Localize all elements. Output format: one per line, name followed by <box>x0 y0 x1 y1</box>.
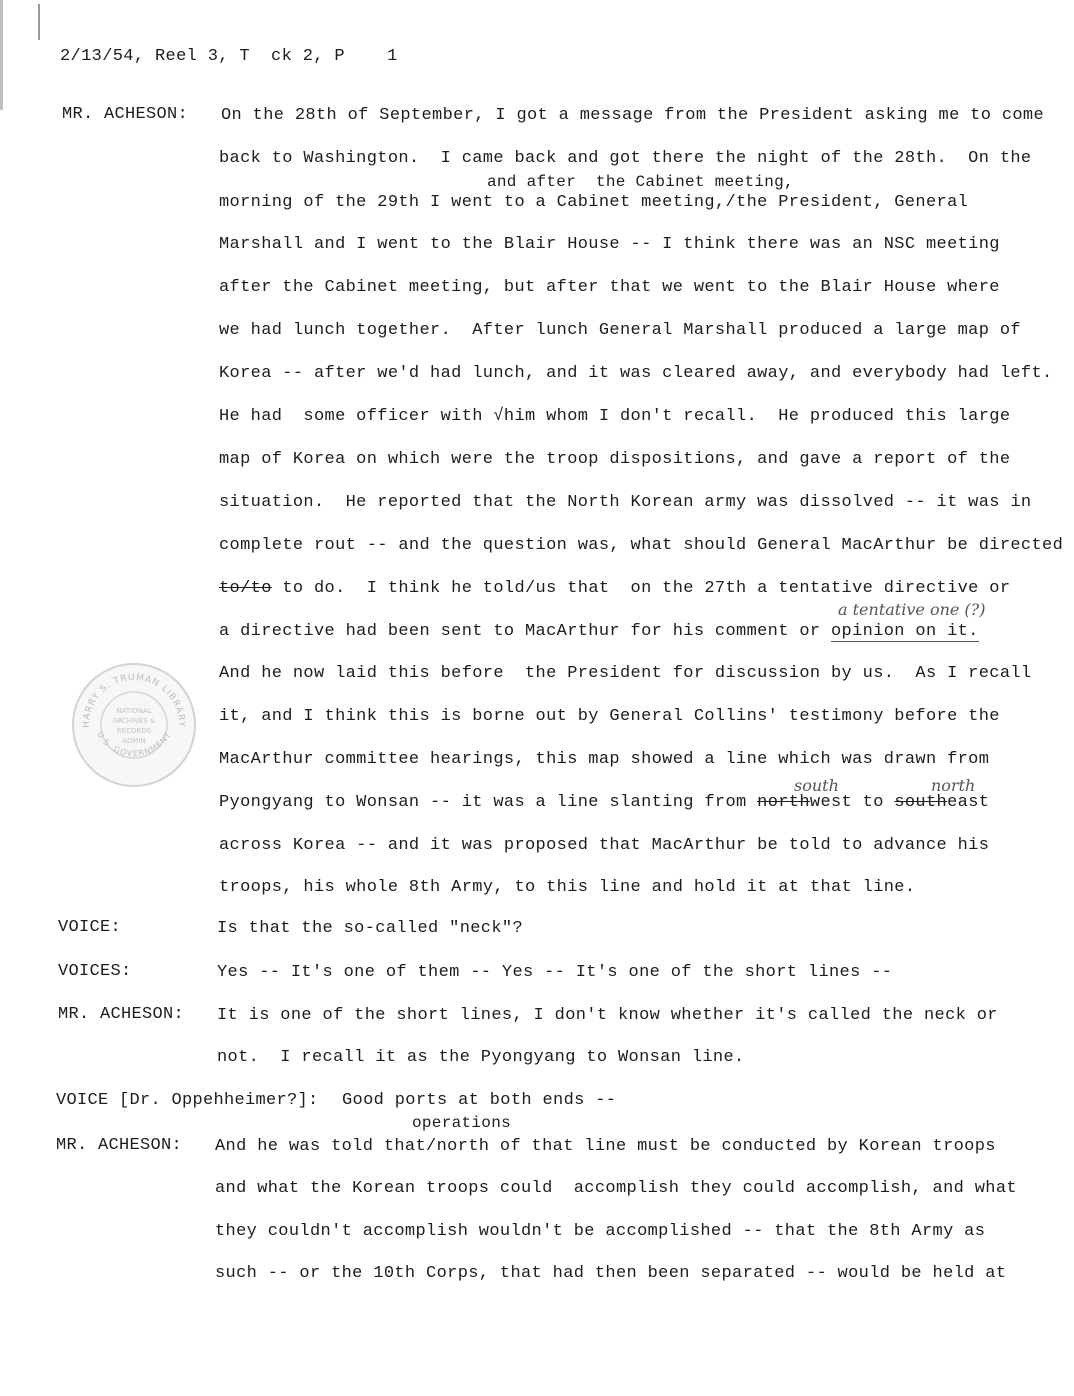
page-header: 2/13/54, Reel 3, T ck 2, P 1 <box>60 47 398 66</box>
text-line: and what the Korean troops could accomplish they could accomplish, and what <box>215 1179 1017 1198</box>
top-edge-mark <box>38 4 40 40</box>
handwritten-annotation: a tentative one (?) <box>838 600 986 619</box>
text-span: a directive had been sent to MacArthur for his comment or <box>219 622 831 641</box>
text-line: map of Korea on which were the troop dispositions, and gave a report of the <box>219 450 1011 469</box>
text-line: And he now laid this before the President for discussion by us. As I recall <box>219 664 1032 683</box>
archive-stamp-seal <box>74 665 194 785</box>
text-line: On the 28th of September, I got a message from the President asking me to come <box>221 106 1045 125</box>
text-line <box>219 792 989 814</box>
handwritten-correction-north: north <box>931 776 976 795</box>
text-line: situation. He reported that the North Korean army was dissolved -- it was in <box>219 493 1032 512</box>
text-line: complete rout -- and the question was, what should General MacArthur be directed <box>219 536 1064 555</box>
text-line: they couldn't accomplish wouldn't be accomplished -- that the 8th Army as <box>215 1222 986 1241</box>
text-span: east <box>947 793 990 812</box>
struck-text: south <box>894 793 948 812</box>
text-line <box>219 621 979 643</box>
left-binding-mark <box>0 0 3 110</box>
stamp-inner-line: ARCHIVES & <box>112 717 156 725</box>
text-span: west to <box>809 793 895 812</box>
stamp-seal-text: HARRY S. TRUMAN LIBRARY <box>81 672 187 728</box>
speaker-label: MR. ACHESON: <box>56 1136 183 1155</box>
text-line: it, and I think this is borne out by General Collins' testimony before the <box>219 707 1000 726</box>
text-line: after the Cabinet meeting, but after that we went to the Blair House where <box>219 278 1000 297</box>
text-line: across Korea -- and it was proposed that MacArthur be told to advance his <box>219 836 990 855</box>
text-line: Good ports at both ends -- <box>342 1091 617 1110</box>
typed-insertion: operations <box>412 1114 512 1132</box>
text-line: not. I recall it as the Pyongyang to Wonsan line. <box>217 1048 745 1067</box>
stamp-inner-line: RECORDS <box>116 727 152 735</box>
text-line: troops, his whole 8th Army, to this line and hold it at that line. <box>219 878 916 897</box>
stamp-inner-line: ADMIN <box>122 737 146 745</box>
text-line <box>219 578 1010 600</box>
struck-text: to/to <box>219 579 272 598</box>
struck-text: north <box>757 793 810 812</box>
handwritten-correction-south: south <box>794 776 839 795</box>
speaker-label: MR. ACHESON: <box>62 105 189 124</box>
text-line: morning of the 29th I went to a Cabinet meeting,/the President, General <box>219 193 969 212</box>
underlined-text: opinion on it. <box>831 622 979 641</box>
text-line: It is one of the short lines, I don't know whether it's called the neck or <box>217 1006 998 1025</box>
text-line: Marshall and I went to the Blair House -- I think there was an NSC meeting <box>219 235 1000 254</box>
speaker-label: VOICE: <box>58 918 122 937</box>
typed-insertion: and after the Cabinet meeting, <box>487 173 794 191</box>
stamp-inner-line: NATIONAL <box>116 707 152 715</box>
speaker-label: VOICES: <box>58 962 132 981</box>
text-line: such -- or the 10th Corps, that had then been separated -- would be held at <box>215 1264 1007 1283</box>
archive-stamp <box>72 663 196 787</box>
text-line: He had some officer with √him whom I don't recall. He produced this large <box>219 407 1011 426</box>
stamp-bottom-text: U.S. GOVERNMENT <box>95 730 173 759</box>
text-line: back to Washington. I came back and got there the night of the 28th. On the <box>219 149 1032 168</box>
text-line: MacArthur committee hearings, this map showed a line which was drawn from <box>219 750 990 769</box>
speaker-label: MR. ACHESON: <box>58 1005 185 1024</box>
text-span: to do. I think he told/us that on the 27th a tentative directive or <box>271 579 1011 598</box>
text-span: Pyongyang to Wonsan -- it was a line slanting from <box>219 793 758 812</box>
text-line: Yes -- It's one of them -- Yes -- It's one of the short lines -- <box>217 963 893 982</box>
text-line: Is that the so-called "neck"? <box>217 919 523 938</box>
text-line: we had lunch together. After lunch General Marshall produced a large map of <box>219 321 1021 340</box>
speaker-label: VOICE [Dr. Oppehheimer?]: <box>56 1091 319 1110</box>
text-line: Korea -- after we'd had lunch, and it was cleared away, and everybody had left. <box>219 364 1053 383</box>
text-line: And he was told that/north of that line must be conducted by Korean troops <box>215 1137 996 1156</box>
